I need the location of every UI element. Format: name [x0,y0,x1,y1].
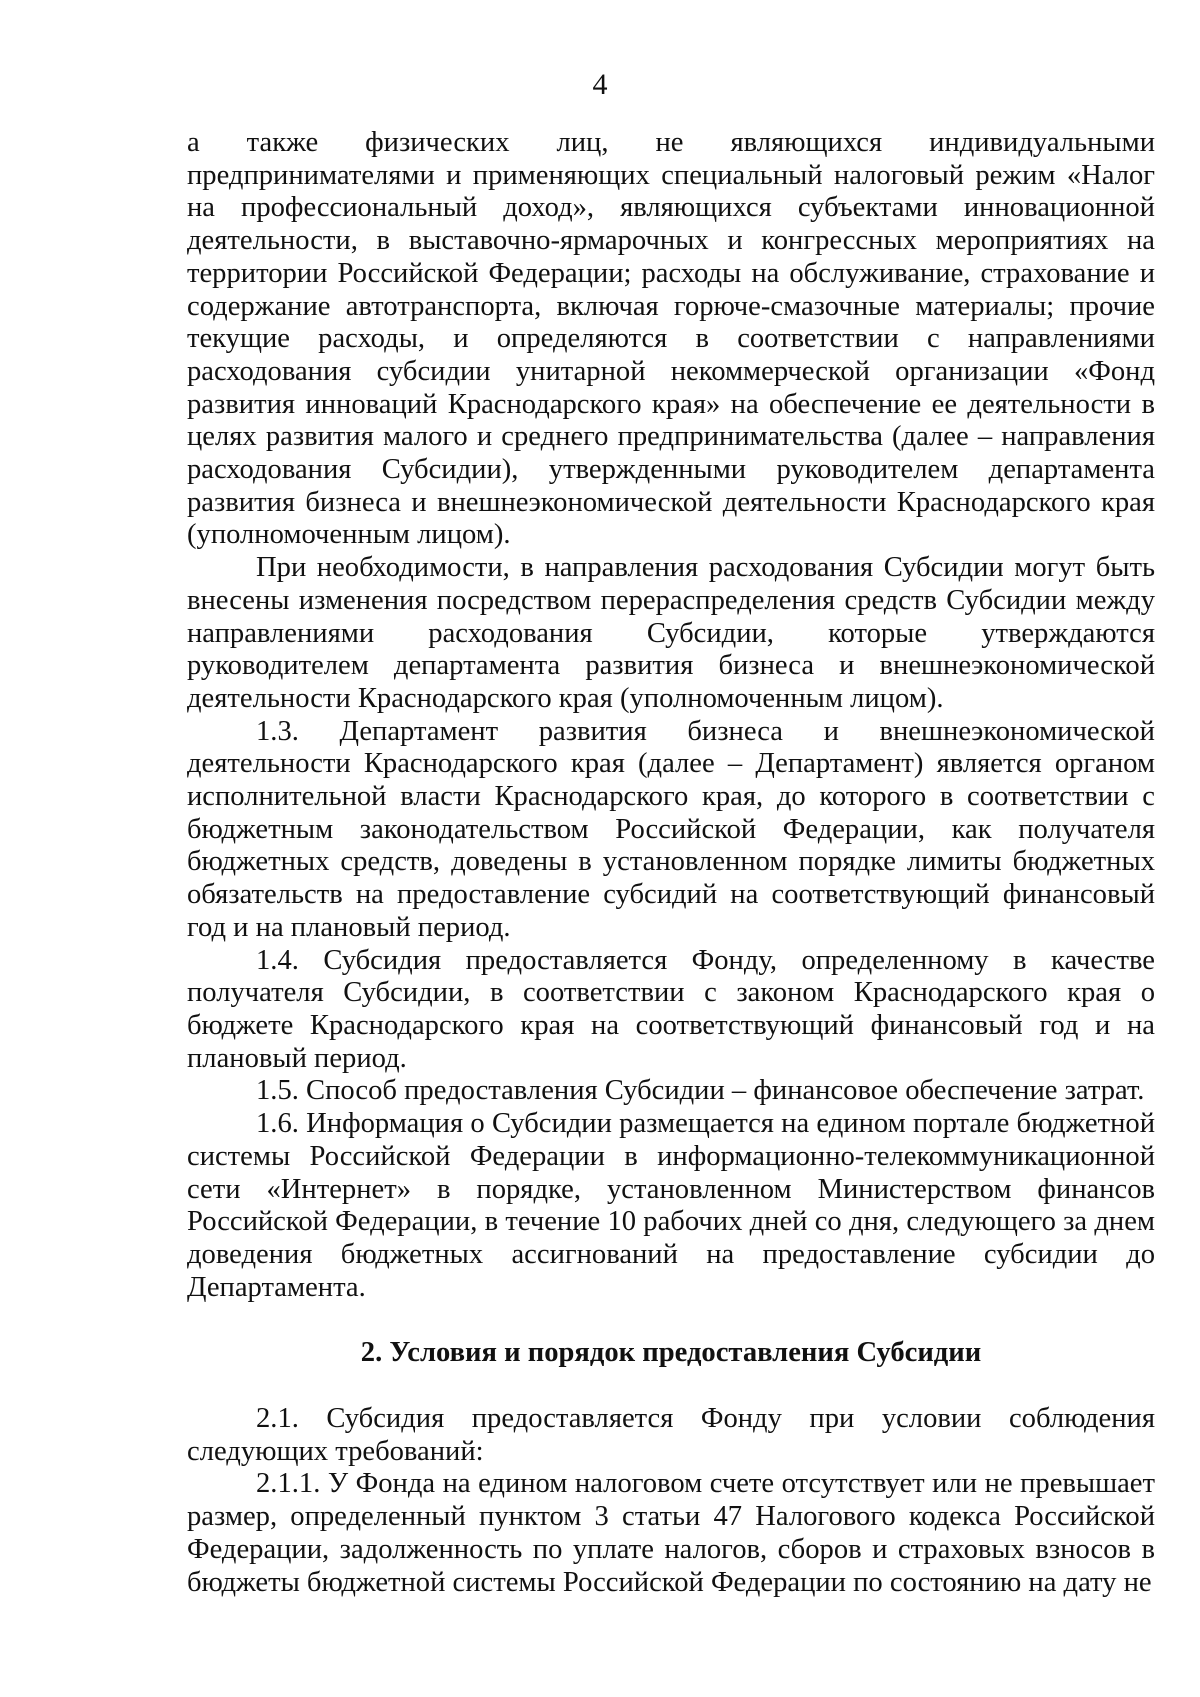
paragraph-changes: При необходимости, в направления расходования Субсидии могут быть внесены изменения посредством перераспределения средств Субсидии между направлениями расходования Субсидии, которые утверждаются руководителем департамента развития бизнеса и внешнеэкономической деятельности Краснодарского края (уполномоченным лицом). [187,552,1155,714]
section-2-heading: 2. Условия и порядок предоставления Субсидии [360,1337,982,1369]
paragraph-1-4: 1.4. Субсидия предоставляется Фонду, определенному в качестве получателя Субсидии, в соответствии с законом Краснодарского края о бюджете Краснодарского края на соответствующий финансовый год и на плановый период. [187,944,1155,1074]
paragraph-1-3: 1.3. Департамент развития бизнеса и внешнеэкономической деятельности Краснодарского края (далее – Департамент) является органом исполнительной власти Краснодарского края, до которого в соответствии с бюджетным законодательством Российской Федерации, как получателя бюджетных средств, доведены в установленном порядке лимиты бюджетных обязательств на предоставление субсидий на соответствующий финансовый год и на плановый период. [187,715,1155,943]
page-number: 4 [592,68,608,101]
paragraph-continuation: а также физических лиц, не являющихся индивидуальными предпринимателями и применяющих специальный налоговый режим «Налог на профессиональный доход», являющихся субъектами инновационной деятельности, в выставочно-ярмарочных и конгрессных мероприятиях на территории Российской Федерации; расходы на обслуживание, страхование и содержание автотранспорта, включая горюче-смазочные материалы; прочие текущие расходы, и определяются в соответствии с направлениями расходования субсидии унитарной некоммерческой организации «Фонд развития инноваций Краснодарского края» на обеспечение ее деятельности в целях развития малого и среднего предпринимательства (далее – направления расходования Субсидии), утвержденными руководителем департамента развития бизнеса и внешнеэкономической деятельности Краснодарского края (уполномоченным лицом). [187,127,1155,551]
paragraph-2-1-1: 2.1.1. У Фонда на едином налоговом счете отсутствует или не превышает размер, определенный пунктом 3 статьи 47 Налогового кодекса Российской Федерации, задолженность по уплате налогов, сборов и страховых взносов в бюджеты бюджетной системы Российской Федерации по состоянию на дату не [187,1468,1155,1598]
document-body [187,127,1155,1599]
paragraph-1-6: 1.6. Информация о Субсидии размещается на едином портале бюджетной системы Российской Федерации в информационно-телекоммуникационной сети «Интернет» в порядке, установленном Министерством финансов Российской Федерации, в течение 10 рабочих дней со дня, следующего за днем доведения бюджетных ассигнований на предоставление субсидии до Департамента. [187,1108,1155,1303]
paragraph-2-1: 2.1. Субсидия предоставляется Фонду при условии соблюдения следующих требований: [187,1403,1155,1467]
paragraph-1-5: 1.5. Способ предоставления Субсидии – финансовое обеспечение затрат. [256,1075,1145,1107]
